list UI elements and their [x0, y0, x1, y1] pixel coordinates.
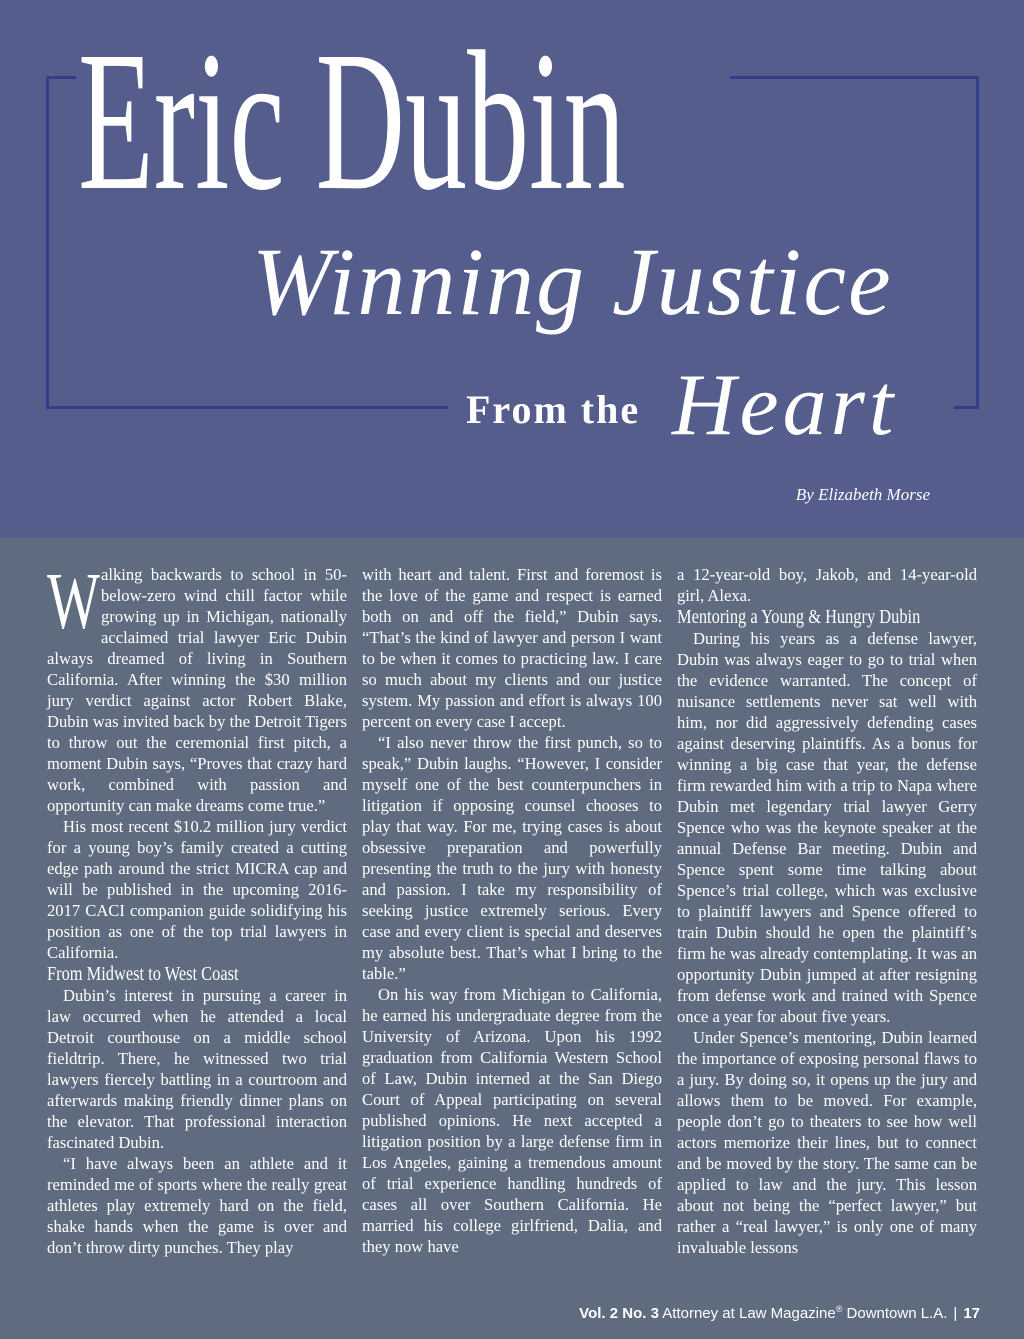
- drop-cap: W: [47, 558, 100, 646]
- paragraph: “I also never throw the first punch, so to speak,” Dubin laughs. “However, I consider myself one of the best counterpunchers in litigation if opposing counsel chooses to play that way. For me, trying cases is about obsessive preparation and powerfully presenting the truth to the jury with honesty and passion. I take my responsibility of seeking justice extremely serious. Every case and every client is special and deserves my absolute best. That’s what I bring to the table.”: [362, 733, 662, 983]
- footer-separator: |: [953, 1305, 958, 1322]
- magazine-name: Attorney at Law Magazine: [662, 1305, 836, 1322]
- subtitle-from-the: From the: [466, 387, 641, 432]
- article-subtitle: Winning Justice: [252, 228, 893, 335]
- article-column-3: [677, 564, 977, 1258]
- paragraph: with heart and talent. First and foremost is the love of the game and respect is earned both on and off the field,” Dubin says. “That’s the kind of lawyer and person I want to be when it comes to practicing law. I care so much about my clients and our justice system. My passion and effort is always 100 percent on every case I accept.: [362, 565, 662, 731]
- paragraph-text: alking backwards to school in 50-below-zero wind chill factor while growing up in Michigan, nationally acclaimed trial lawyer Eric Dubin always dreamed of living in Southern California. After winning the $30 million jury verdict against actor Robert Blake, Dubin was invited back by the Detroit Tigers to throw out the ceremonial first pitch, a moment Dubin says, “Proves that crazy hard work, combined with passion and opportunity can make dreams come true.”: [47, 565, 347, 815]
- issue-label: Vol. 2 No. 3: [579, 1305, 659, 1322]
- subtitle-heart: Heart: [672, 357, 898, 454]
- page-footer: [579, 1304, 980, 1322]
- article-title: Eric Dubin: [78, 11, 626, 232]
- paragraph: During his years as a defense lawyer, Dubin was always eager to go to trial when the evidence warranted. The concept of nuisance settlements never sat well with him, nor did aggressively defending cases against deserving plaintiffs. As a bonus for winning a big case that year, the defense firm rewarded him with a trip to Napa where Dubin met legendary trial lawyer Gerry Spence who was the keynote speaker at the annual Defense Bar meeting. Dubin and Spence spent some time talking about Spence’s trial college, which was exclusive to plaintiff lawyers and Spence offered to train Dubin should he open the plaintiff’s firm he was already contemplating. It was an opportunity Dubin jumped at after resigning from defense work and trained with Spence once a year for about five years.: [677, 629, 977, 1026]
- frame-line-right: [976, 76, 979, 409]
- frame-line-bottom-left: [46, 406, 448, 409]
- paragraph: “I have always been an athlete and it reminded me of sports where the really great athletes play extremely hard on the field, shake hands when the game is over and don’t throw dirty punches. They play: [47, 1154, 347, 1257]
- paragraph: On his way from Michigan to California, he earned his undergraduate degree from the University of Arizona. Upon his 1992 graduation from California Western School of Law, Dubin interned at the San Diego Court of Appeal participating on several published opinions. He next accepted a litigation position by a large defense firm in Los Angeles, gaining a tremendous amount of trial experience handling hundreds of cases all over Southern California. He married his college girlfriend, Dalia, and they now have: [362, 985, 662, 1256]
- paragraph: [47, 558, 347, 816]
- article-column-2: [362, 564, 662, 1257]
- paragraph: Under Spence’s mentoring, Dubin learned the importance of exposing personal flaws to a jury. By doing so, it opens up the jury and allows them to be moved. For example, people don’t go to theaters to see how well actors memorize their lines, but to connect and be moved by the story. The same can be applied to law and the jury. This lesson about not being the “perfect lawyer,” but rather a “real lawyer,” is only one of many invaluable lessons: [677, 1028, 977, 1257]
- paragraph: His most recent $10.2 million jury verdict for a young boy’s family created a cutting edge path around the strict MICRA cap and will be published in the upcoming 2016-2017 CACI companion guide solidifying his position as one of the top trial lawyers in California.: [47, 817, 347, 962]
- frame-line-top-right: [730, 76, 979, 79]
- frame-line-left: [46, 76, 49, 409]
- paragraph: a 12-year-old boy, Jakob, and 14-year-old girl, Alexa.: [677, 565, 977, 605]
- frame-line-bottom-right: [954, 406, 979, 409]
- page-number: 17: [963, 1305, 980, 1322]
- byline: By Elizabeth Morse: [795, 485, 930, 504]
- section-heading: From Midwest to West Coast: [47, 963, 239, 985]
- article-column-1: [47, 558, 347, 1258]
- paragraph: Dubin’s interest in pursuing a career in law occurred when he attended a local Detroit courthouse on a middle school fieldtrip. There, he witnessed two trial lawyers fiercely battling in a courtroom and afterwards making friendly dinner plans on the elevator. That professional interaction fascinated Dubin.: [47, 986, 347, 1152]
- frame-line-top-left: [46, 76, 76, 79]
- section-heading: Mentoring a Young & Hungry Dubin: [677, 606, 921, 628]
- registered-mark: ®: [835, 1304, 843, 1314]
- article-header: [0, 0, 1024, 538]
- edition-label: Downtown L.A.: [846, 1305, 948, 1322]
